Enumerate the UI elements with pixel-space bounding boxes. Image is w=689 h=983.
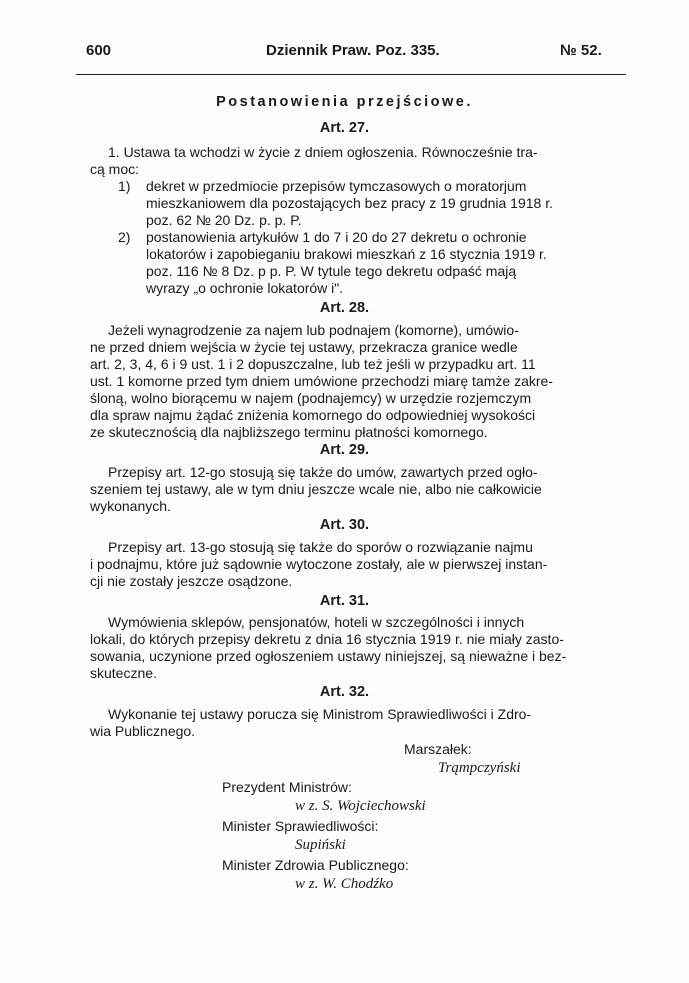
- art30-heading: Art. 30.: [319, 517, 370, 533]
- art28-line: śloną, wolno biorącemu w najem (podnajemcy) w urzędzie rozjemczym: [90, 390, 532, 406]
- art29-line: szeniem tej ustawy, ale w tym dniu jeszcze wcale nie, albo nie całkowicie: [90, 481, 542, 497]
- page-number: 600: [86, 42, 112, 59]
- art32-line: Wykonanie tej ustawy porucza się Ministrom Sprawiedliwości i Zdro-: [108, 706, 532, 722]
- premier-name: w z. S. Wojciechowski: [295, 798, 426, 814]
- art31-heading: Art. 31.: [319, 593, 370, 609]
- art28-line: ust. 1 komorne przed tym dniem umówione przechodzi miarę tamże zakre-: [90, 373, 553, 389]
- art28-line: ne przed dniem wejścia w życie tej ustawy, przekracza granice wedle: [90, 339, 518, 355]
- justice-minister-label: Minister Sprawiedliwości:: [222, 818, 379, 834]
- art27-item2-line3: poz. 116 № 8 Dz. p p. P. W tytule tego dekretu odpaść mają: [146, 263, 517, 279]
- art27-item2-line4: wyrazy „o ochronie lokatorów i".: [146, 280, 344, 296]
- issue-number: № 52.: [560, 42, 602, 59]
- health-minister-name: w z. W. Chodźko: [295, 876, 394, 892]
- art28-line: Jeżeli wynagrodzenie za najem lub podnajem (komorne), umówio-: [108, 322, 519, 338]
- art27-item1-number: 1): [118, 178, 131, 194]
- art27-item1-line3: poz. 62 № 20 Dz. p. p. P.: [146, 212, 302, 228]
- marszalek-label: Marszałek:: [404, 741, 472, 757]
- art28-line: art. 2, 3, 4, 6 i 9 ust. 1 i 2 dopuszczalne, lub też jeśli w przypadku art. 11: [90, 356, 536, 372]
- art27-item2-line1: postanowienia artykułów 1 do 7 i 20 do 27 dekretu o ochronie: [146, 229, 527, 245]
- journal-title: Dziennik Praw. Poz. 335.: [266, 42, 440, 59]
- art28-heading: Art. 28.: [319, 300, 370, 316]
- art29-heading: Art. 29.: [319, 442, 370, 458]
- art31-line: lokali, do których przepisy dekretu z dnia 16 stycznia 1919 r. nie miały zasto-: [90, 631, 564, 647]
- justice-minister-name: Supiński: [295, 837, 346, 853]
- art27-item1-line2: mieszkaniowem dla pozostających bez pracy z 19 grudnia 1918 r.: [146, 195, 553, 211]
- health-minister-label: Minister Zdrowia Publicznego:: [222, 857, 409, 873]
- section-title: Postanowienia przejściowe.: [216, 94, 473, 110]
- art32-heading: Art. 32.: [319, 684, 370, 700]
- art31-line: sowania, uczynione przed ogłoszeniem ustawy niniejszej, są nieważne i bez-: [90, 648, 567, 664]
- art32-line: wia Publicznego.: [90, 723, 196, 739]
- art27-item1-line1: dekret w przedmiocie przepisów tymczasowych o moratorjum: [146, 178, 527, 194]
- art29-line: Przepisy art. 12-go stosują się także do umów, zawartych przed ogło-: [108, 464, 538, 480]
- art31-line: skuteczne.: [90, 665, 157, 681]
- art27-intro-line1: 1. Ustawa ta wchodzi w życie z dniem ogłoszenia. Równocześnie tra-: [108, 144, 538, 160]
- art30-line: i podnajmu, które już sądownie wytoczone zostały, ale w pierwszej instan-: [90, 556, 548, 572]
- art28-line: ze skutecznością dla najbliższego terminu płatności komornego.: [90, 424, 488, 440]
- art27-item2-number: 2): [118, 229, 131, 245]
- art27-item2-line2: lokatorów i zapobieganiu brakowi mieszkań z 16 stycznia 1919 r.: [146, 246, 547, 262]
- art29-line: wykonanych.: [90, 498, 171, 514]
- art28-line: dla spraw najmu żądać zniżenia komornego do odpowiedniej wysokości: [90, 407, 536, 423]
- art30-line: cji nie zostały jeszcze osądzone.: [90, 573, 293, 589]
- header-rule: [76, 74, 626, 75]
- art30-line: Przepisy art. 13-go stosują się także do sporów o rozwiązanie najmu: [108, 539, 533, 555]
- art31-line: Wymówienia sklepów, pensjonatów, hoteli w szczególności i innych: [108, 614, 525, 630]
- art27-intro-line2: cą moc:: [90, 161, 140, 177]
- marszalek-name: Trąmpczyński: [438, 760, 521, 776]
- page-header: [0, 42, 689, 64]
- premier-label: Prezydent Ministrów:: [222, 779, 352, 795]
- art27-heading: Art. 27.: [319, 120, 370, 136]
